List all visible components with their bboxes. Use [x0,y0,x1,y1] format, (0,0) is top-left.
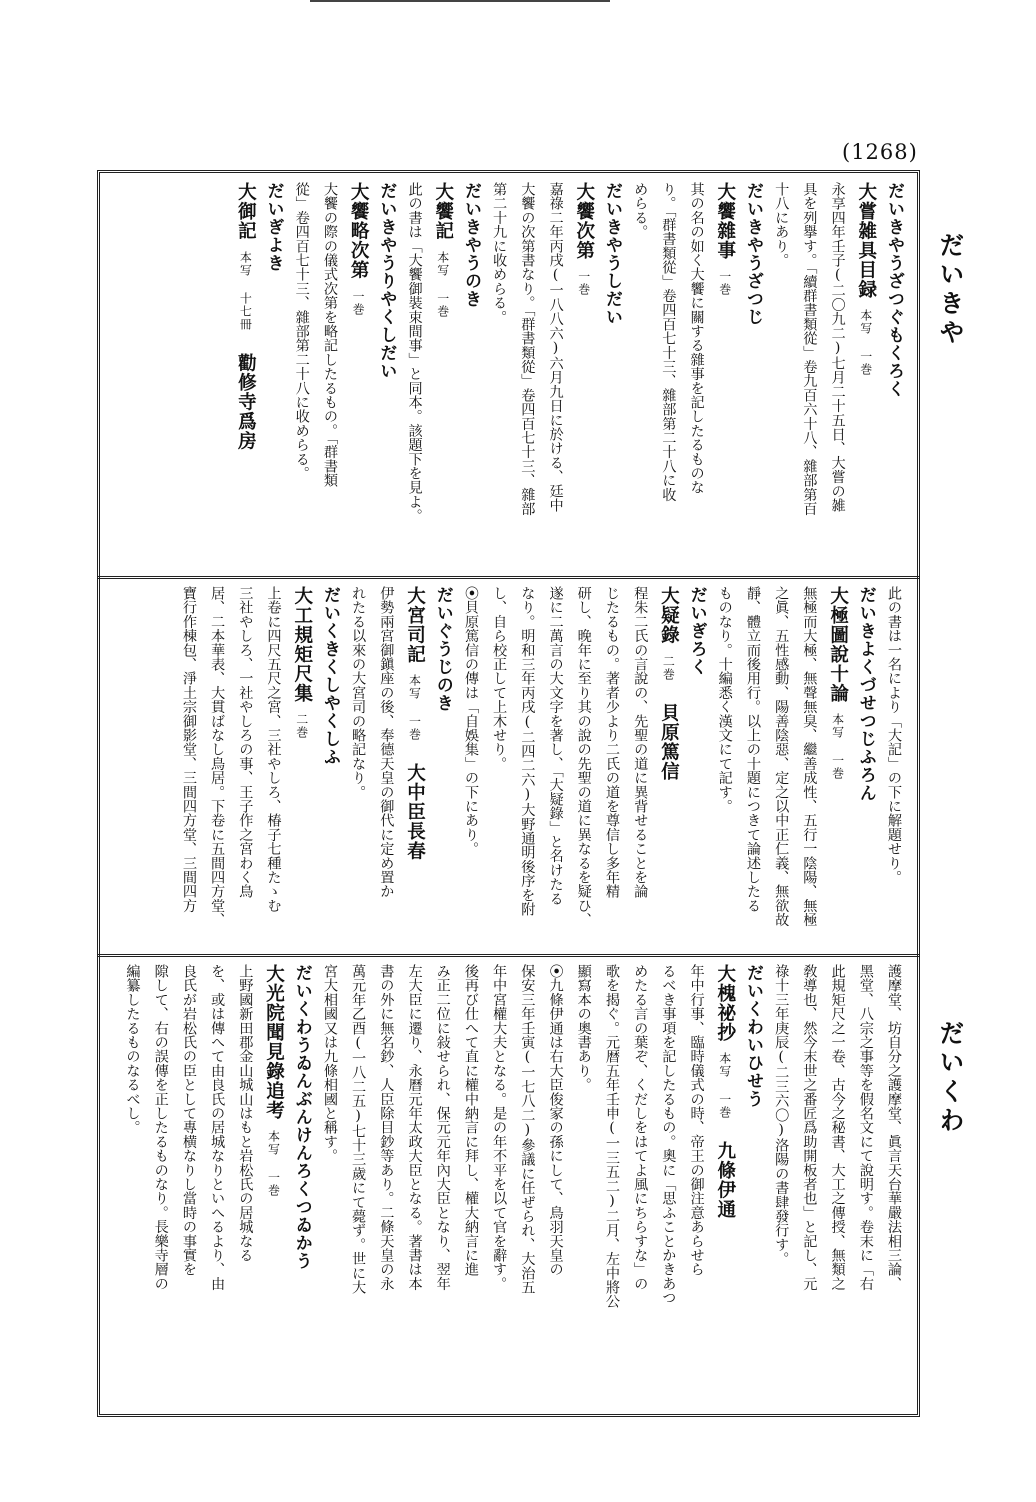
body-text-line: ⦿貝原篤信の傳は「自娛集」の下にあり。 [462,586,479,856]
body-text-line: 年中宮權大夫となる。是の年不平を以て官を辭す。 [491,964,508,1291]
body-text-line: 書の外に無名鈔、人臣除目鈔等あり。二條天皇の永 [378,964,395,1291]
body-text-line: 大饗の際の儀式次第を略記したるもの。「群書類 [321,182,338,488]
entry-volume: 本写 一巻 [407,674,422,741]
entry-volume: 二巻 [661,654,676,681]
margin-label-daikiya: だいきや [936,232,965,348]
body-text-line: 居、二本華表、大貫ばなし鳥居。下卷に五間四方堂、 [209,586,226,927]
entry-volume: 一巻 [576,270,591,296]
entry-heading: だいくきくしやくしふ [319,586,340,766]
entry-volume: 本写 一巻 [435,250,450,318]
page-number: (1268) [842,140,918,164]
body-text-line: 靜、體立而後用行。以上の十題につきて論述したる [744,586,761,913]
entry-title: 大極圖說十論 [827,586,849,703]
section-top [108,182,908,567]
body-text-line: み正二位に敍せられ、保元元年內大臣となり、翌年 [434,964,451,1291]
body-text-line: を、或は傳へて由良氏の居城なりといへるより、由 [209,964,226,1291]
body-text-line: 祿十三年庚辰(二三六〇)洛陽の書肆發行す。 [773,964,790,1266]
body-text-line: 此規矩尺之一卷、古今之秘書、大工之傳授、無類之 [829,964,846,1291]
margin-label-daikuwa: だいくわ [936,1020,965,1136]
body-text-line: 無極而大極、無聲無臭、繼善成性、五行一陰陽、無極 [801,586,818,927]
entry-title: 大御記 [235,182,257,241]
body-text-line: 三社やしろ、一社やしろの事、王子作之宮わく鳥 [237,586,254,899]
entry-title: 大工規矩尺集 [291,586,313,703]
body-text-line: 護摩堂、坊自分之護摩堂、眞言天台華嚴法相三論、 [886,964,902,1291]
body-text-line: 十八にあり。 [773,182,790,268]
section-divider [97,576,920,579]
body-text-line: ⦿九條伊通は右大臣俊家の孫にして、鳥羽天皇の [547,964,564,1277]
entry-title-line [288,586,316,946]
body-text-line: 永享四年壬子(二〇九二)七月二十五日、大嘗の雑 [829,182,846,513]
body-text-line: れたる以來の大宮司の略記なり。 [350,586,367,799]
entry-title: 大疑錄 [658,586,680,645]
entry-volume: 本写 一巻 [830,713,845,780]
top-rule [310,0,610,2]
body-text-line: 此の書は一名により「大記」の下に解題せり。 [886,586,902,885]
entry-title-line [711,964,739,1409]
body-text-line: 年中行事、臨時儀式の時、帝王の御注意あらせら [688,964,705,1277]
entry-title: 大饗雜事 [714,182,736,260]
entry-author: 勸修寺爲房 [235,352,257,450]
entry-title-line [711,182,739,567]
body-text-line: 從」卷四百七十三、雜部第二十八に收めらる。 [293,182,310,481]
entry-title-line [852,182,880,567]
entry-heading: だいきやうざつじ [742,182,763,326]
entry-title-line [344,182,372,567]
entry-heading: だいきよくづせつじふろん [855,586,876,802]
body-text-line: 其の名の如く大饗に關する雜事を記したるものな [688,182,705,495]
body-text-line: 敎導也、然今末世之番匠爲助開板者也」と記し、元 [801,964,818,1291]
body-text-line: 左大臣に遷り、永曆元年太政大臣となる。著書は本 [406,964,423,1291]
entry-author: 大中臣長春 [404,763,426,861]
entry-volume: 本写 一巻 [266,1130,281,1197]
entry-title: 大饗略次第 [348,182,370,280]
body-text-line: し、自ら校正して上木せり。 [491,586,508,771]
body-text-line: 之眞、五性感動、陽善陰惡、定之以中正仁義、無欲故 [773,586,790,927]
entry-heading: だいぎよき [263,182,284,272]
body-text-line: 隙して、右の誤傳を正したるものなり。長樂寺層の [152,964,169,1291]
body-text-line: 具を列擧す。「續群書類從」卷九百六十八、雜部第百 [801,182,818,516]
entry-title: 大宮司記 [404,586,426,664]
body-text-line: 編纂したるものなるべし。 [124,964,141,1135]
entry-title: 大饗次第 [573,182,595,260]
body-text-line: 此の書は「大饗御裝束間事」と同本。該題下を見よ。 [406,182,423,523]
body-text-line: ものなり。十編悉く漢文にて記す。 [716,586,733,814]
body-text-line: 黑堂、八宗之事等を假名文にて說明す。卷末に「右 [857,964,874,1291]
entry-title-line [823,586,851,946]
body-text-line: 程朱二氏の言說の、先聖の道に異背せることを論 [632,586,649,899]
body-text-line: なり。明和三年丙戌(二四二六)大野通明後序を附 [519,586,536,917]
entry-title: 大嘗雑具目録 [855,182,877,299]
entry-volume: 本写 十七冊 [238,250,253,331]
body-text-line: 良氏が岩松氏の臣として專横なりし當時の事實を [180,964,197,1277]
body-text-line: 遂に二萬言の大文字を著し、「大疑錄」と名けたる [547,586,564,906]
entry-title: 大光院聞見錄追考 [263,964,285,1120]
entry-title: 大饗記 [432,182,454,241]
entry-heading: だいぎろく [686,586,707,676]
entry-heading: だいきやうしだい [601,182,622,326]
entry-heading: だいきやうりやくしだい [376,182,397,380]
section-middle [108,586,908,946]
entry-title-line [231,182,259,567]
section-divider [97,954,920,957]
body-text-line: 顯寫本の奧書あり。 [575,964,592,1092]
entry-heading: だいきやうのき [460,182,481,308]
entry-author: 貝原篤信 [658,702,680,781]
entry-heading: だいくわうゐんぶんけんろくつゐかう [291,964,312,1270]
entry-heading: だいぐうじのき [432,586,453,712]
body-text-line: 嘉祿二年丙戌(一八八六)六月九日に於ける、廷中 [547,182,564,513]
entry-title-line [429,182,457,567]
body-text-line: 上卷に四尺五尺之宮、三社やしろ、椿子七種たゝむ [265,586,282,913]
body-text-line: 上野國新田郡金山城山はもと岩松氏の居城なる [237,964,254,1263]
body-text-line: 後再び仕へて直に權中納言に拜し、權大納言に進 [462,964,479,1277]
entry-volume: 一巻 [717,270,732,296]
body-text-line: 歌を揭ぐ。元暦五年壬申(一三五二)二月、左中將公 [603,964,620,1309]
section-bottom [108,964,908,1409]
body-text-line: 保安三年壬寅(一七八二)參議に任ぜられ、大治五 [519,964,536,1295]
entry-title-line [570,182,598,567]
entry-volume: 一巻 [351,289,366,316]
body-text-line: じたるもの。著者少より二氏の道を尊信し多年精 [603,586,620,899]
body-text-line: 萬元年乙酉(一八二五)七十三歲にて薨ず。世に大 [350,964,367,1295]
body-text-line: り。「群書類從」卷四百七十三、雜部第二十八に收 [660,182,677,502]
body-text-line: 宮大相國又は九條相國と稱す。 [321,964,338,1163]
entry-volume: 本写 一巻 [717,1052,732,1119]
entry-title-line [400,586,428,946]
body-text-line: めたる言の葉ぞ、くだしをはてよ風にちらすな」の [632,964,649,1291]
entry-volume: 二巻 [294,713,309,739]
entry-heading: だいくわいひせう [742,964,763,1108]
body-text-line: 寶行作棟包、淨土宗御影堂、三間四方堂、三間四方 [180,586,197,913]
body-text-line: 第二十九に收めらる。 [491,182,508,324]
body-text-line: 伊勢兩宮御鎭座の後、奉德天皇の御代に定め置か [378,586,395,899]
entry-title-line [654,586,682,946]
entry-heading: だいきやうざつぐもくろく [884,182,904,398]
entry-author: 九條伊通 [714,1141,736,1219]
entry-title-line [259,964,287,1409]
body-text-line: めらる。 [632,182,649,239]
body-text-line: るべき事項を記したるもの。奧に「思ふことかきあつ [660,964,677,1305]
body-text-line: 大饗の次第書なり。「群書類從」卷四百七十三、雜部 [519,182,536,516]
entry-volume: 本写 一巻 [858,309,873,376]
entry-title: 大槐祕抄 [714,964,736,1042]
body-text-line: 研し、晚年に至り其の說の先聖の道に異なるを疑ひ、 [575,586,592,927]
